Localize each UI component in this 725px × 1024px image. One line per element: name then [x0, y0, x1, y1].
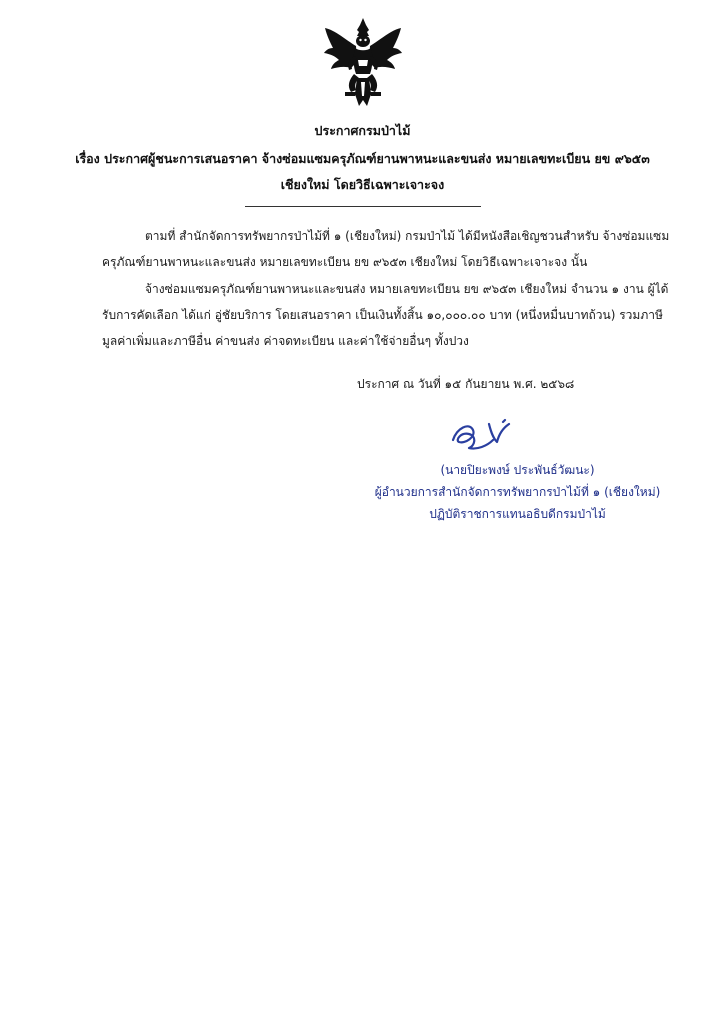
announcement-date: ประกาศ ณ วันที่ ๑๕ กันยายน พ.ศ. ๒๕๖๘ [357, 377, 575, 391]
announcement-title: ประกาศกรมป่าไม้ [314, 123, 411, 138]
signatory-position: ผู้อำนวยการสำนักจัดการทรัพยากรป่าไม้ที่ ๑ (เชียงใหม่) [374, 485, 661, 499]
paragraph-1-line-2: ครุภัณฑ์ยานพาหนะและขนส่ง หมายเลขทะเบียน ยข ๙๖๕๓ เชียงใหม่ โดยวิธีเฉพาะเจาะจง นั้น [102, 255, 588, 269]
paragraph-1-line-1: ตามที่ สำนักจัดการทรัพยากรป่าไม้ที่ ๑ (เชียงใหม่) กรมป่าไม้ ได้มีหนังสือเชิญชวนสำหรับ จ้างซ่อมแซม [145, 229, 670, 243]
signatory-name: (นายปิยะพงษ์ ประพันธ์วัฒนะ) [440, 463, 595, 477]
handwritten-signature [447, 410, 515, 454]
garuda-emblem-icon [321, 16, 405, 110]
subject-line-2: เชียงใหม่ โดยวิธีเฉพาะเจาะจง [280, 177, 445, 192]
header-divider [245, 206, 481, 207]
paragraph-2-line-1: จ้างซ่อมแซมครุภัณฑ์ยานพาหนะและขนส่ง หมายเลขทะเบียน ยข ๙๖๕๓ เชียงใหม่ จำนวน ๑ งาน ผู้ได้ [145, 282, 669, 296]
paragraph-2-line-2: รับการคัดเลือก ได้แก่ อู่ชัยบริการ โดยเสนอราคา เป็นเงินทั้งสิ้น ๑๐,๐๐๐.๐๐ บาท (หนึ่งหมื่นบาทถ้วน) รวมภาษี [102, 308, 663, 322]
signatory-acting-for: ปฏิบัติราชการแทนอธิบดีกรมป่าไม้ [429, 507, 606, 521]
paragraph-2-line-3: มูลค่าเพิ่มและภาษีอื่น ค่าขนส่ง ค่าจดทะเบียน และค่าใช้จ่ายอื่นๆ ทั้งปวง [102, 334, 469, 348]
subject-line-1: เรื่อง ประกาศผู้ชนะการเสนอราคา จ้างซ่อมแซมครุภัณฑ์ยานพาหนะและขนส่ง หมายเลขทะเบียน ยข ๙๖๕๓ [75, 151, 650, 166]
